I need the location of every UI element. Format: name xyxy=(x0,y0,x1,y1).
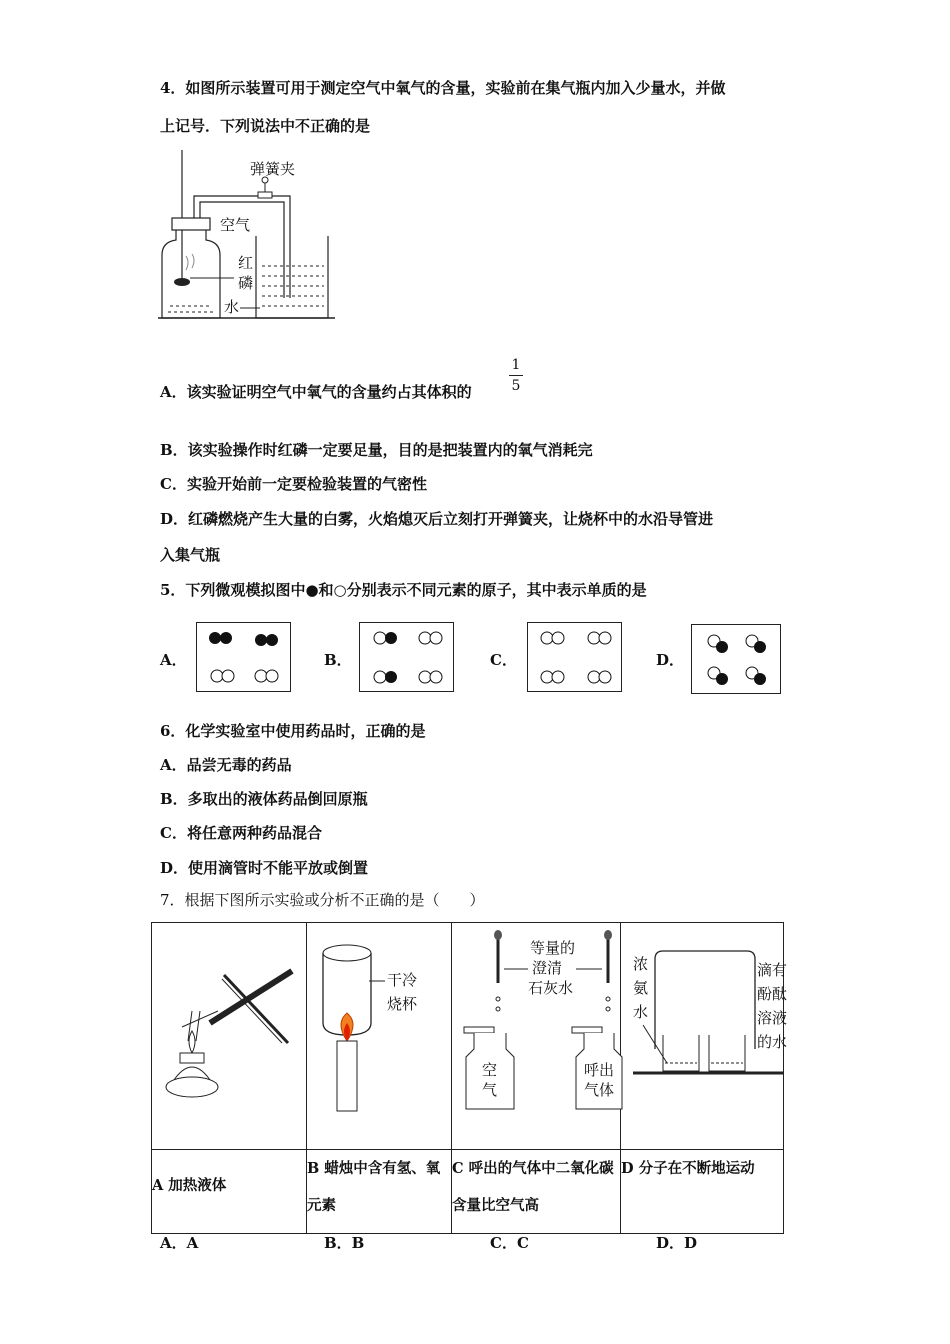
q7-label-c-top1: 等量的 xyxy=(530,939,576,957)
q4-stem-line2: 上记号．下列说法中不正确的是 xyxy=(160,117,371,135)
q7-label-c-air2: 气 xyxy=(482,1081,498,1099)
q4-option-d-line2: 入集气瓶 xyxy=(160,546,221,564)
q7-caption-b: B 蜡烛中含有氢、氧元素 xyxy=(307,1150,452,1234)
q5-option-d-model xyxy=(691,624,781,694)
q7-answer-b: B．B xyxy=(324,1234,365,1252)
q4-label-air: 空气 xyxy=(220,216,251,234)
q5-option-b-model xyxy=(359,622,454,692)
q4-fraction xyxy=(509,355,523,396)
q7-ammonia-figure xyxy=(621,923,788,1145)
q5-option-c-model xyxy=(527,622,622,692)
q4-label-water: 水 xyxy=(224,298,240,316)
q7-label-d-am2: 氨 xyxy=(633,979,649,997)
q7-label-d-ph1: 滴有 xyxy=(757,961,788,979)
q7-label-d-am3: 水 xyxy=(633,1003,649,1021)
q7-caption-c: C 呼出的气体中二氧化碳含量比空气高 xyxy=(452,1150,621,1234)
q7-candle-figure xyxy=(307,923,451,1145)
q7-caption-d: D 分子在不断地运动 xyxy=(621,1150,784,1234)
q7-caption-a: A 加热液体 xyxy=(152,1150,307,1234)
q5-option-a-label: A． xyxy=(160,651,187,669)
q6-stem: 6．化学实验室中使用药品时，正确的是 xyxy=(160,722,426,740)
q4-label-red1: 红 xyxy=(238,254,254,272)
q7-label-b-dry2: 烧杯 xyxy=(387,995,418,1013)
q5-option-c-label: C． xyxy=(490,651,517,669)
q7-experiment-table xyxy=(151,922,788,1234)
q4-option-a: A．该实验证明空气中氧气的含量约占其体积的 xyxy=(160,383,472,401)
q6-option-b: B．多取出的液体药品倒回原瓶 xyxy=(160,790,368,808)
q4-option-b: B．该实验操作时红磷一定要足量，目的是把装置内的氧气消耗完 xyxy=(160,441,593,459)
q4-option-c: C．实验开始前一定要检验装置的气密性 xyxy=(160,475,427,493)
q7-answer-c: C．C xyxy=(490,1234,529,1252)
q5-option-b-label: B． xyxy=(324,651,352,669)
q7-limewater-figure xyxy=(452,923,620,1145)
q7-label-c-exh1: 呼出 xyxy=(584,1061,615,1079)
q7-label-b-dry1: 干冷 xyxy=(387,971,418,989)
q7-label-d-ph2: 酚酞 xyxy=(757,985,788,1003)
q5-option-d-label: D． xyxy=(656,651,685,669)
q7-label-d-ph3: 溶液 xyxy=(757,1009,788,1027)
q7-figure-b xyxy=(307,923,452,1150)
q7-figure-d xyxy=(621,923,788,1150)
q6-option-a: A．品尝无毒的药品 xyxy=(160,756,292,774)
q4-label-clip: 弹簧夹 xyxy=(250,160,296,178)
q7-label-c-top2: 澄清 xyxy=(532,959,563,977)
q4-fraction-numerator: 1 xyxy=(509,355,523,376)
q6-option-d: D．使用滴管时不能平放或倒置 xyxy=(160,859,369,877)
q4-fraction-denominator: 5 xyxy=(511,378,521,394)
q7-figure-c xyxy=(452,923,621,1150)
q7-answer-a: A．A xyxy=(160,1234,199,1252)
q7-label-d-am1: 浓 xyxy=(633,955,649,973)
q7-stem: 7．根据下图所示实验或分析不正确的是（ ） xyxy=(160,891,485,909)
q6-option-c: C．将任意两种药品混合 xyxy=(160,824,322,842)
q4-label-red2: 磷 xyxy=(238,274,254,292)
q4-apparatus-figure xyxy=(150,150,350,325)
q5-option-a-model xyxy=(196,622,291,692)
q4-stem-line1: 4．如图所示装置可用于测定空气中氧气的含量，实验前在集气瓶内加入少量水，并做 xyxy=(160,79,726,97)
q7-answer-d: D．D xyxy=(656,1234,698,1252)
q4-option-d-line1: D．红磷燃烧产生大量的白雾，火焰熄灭后立刻打开弹簧夹，让烧杯中的水沿导管进 xyxy=(160,510,714,528)
q7-label-d-ph4: 的水 xyxy=(757,1033,788,1051)
q7-figure-a xyxy=(152,923,307,1150)
q7-label-c-exh2: 气体 xyxy=(584,1081,615,1099)
q7-label-c-top3: 石灰水 xyxy=(528,979,574,997)
q7-heating-liquid-figure xyxy=(152,923,306,1145)
q5-stem: 5．下列微观模拟图中●和○分别表示不同元素的原子，其中表示单质的是 xyxy=(160,581,647,599)
q7-label-c-air1: 空 xyxy=(482,1061,498,1079)
